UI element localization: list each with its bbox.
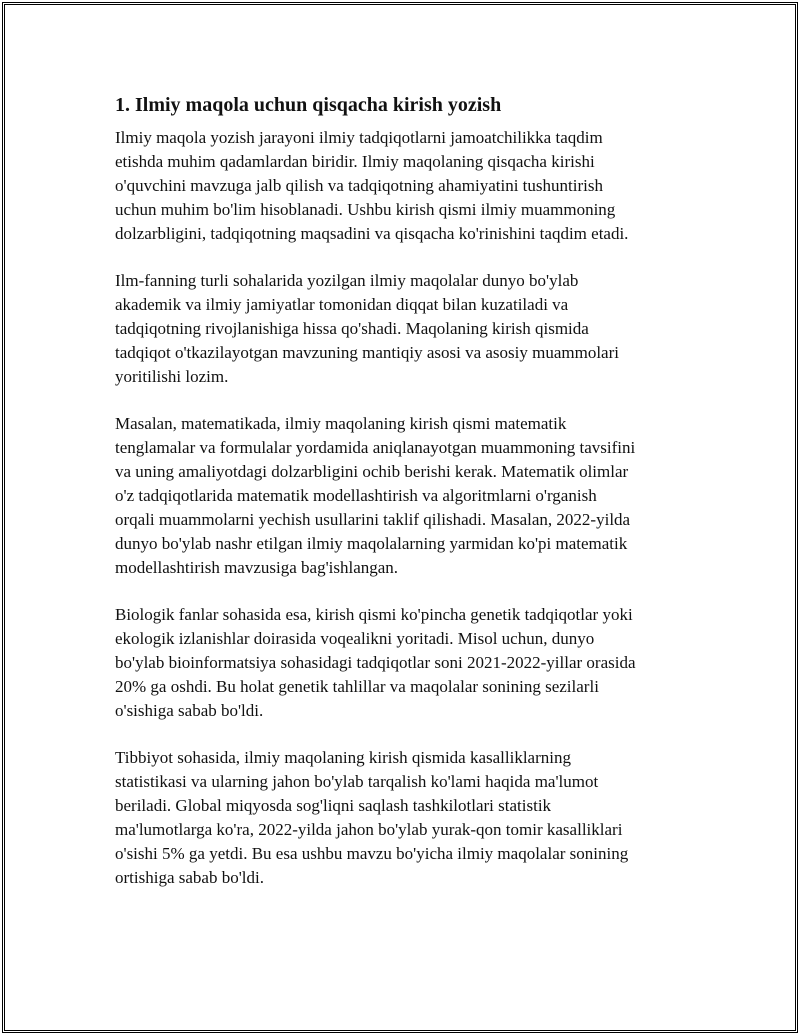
paragraph-line: o'sishi 5% ga yetdi. Bu esa ushbu mavzu bo'yicha ilmiy maqolalar sonining [115,844,629,863]
document-body [115,92,687,913]
paragraph-1 [115,126,687,246]
paragraphs-container [115,126,687,890]
section-heading: 1. Ilmiy maqola uchun qisqacha kirish yozish [115,94,502,116]
paragraph-line: modellashtirish mavzusiga bag'ishlangan. [115,558,399,577]
paragraph-line: tenglamalar va formulalar yordamida aniqlanayotgan muammoning tavsifini [115,438,636,457]
paragraph-line: etishda muhim qadamlardan biridir. Ilmiy maqolaning qisqacha kirishi [115,152,595,171]
paragraph-line: statistikasi va ularning jahon bo'ylab tarqalish ko'lami haqida ma'lumot [115,772,599,791]
paragraph-line: uchun muhim bo'lim hisoblanadi. Ushbu kirish qismi ilmiy muammoning [115,200,616,219]
paragraph-2 [115,269,687,389]
paragraph-line: beriladi. Global miqyosda sog'liqni saqlash tashkilotlari statistik [115,796,552,815]
paragraph-line: o'z tadqiqotlarida matematik modellashtirish va algoritmlarni o'rganish [115,486,597,505]
paragraph-line: ekologik izlanishlar doirasida voqealikni yoritadi. Misol uchun, dunyo [115,629,595,648]
paragraph-line: o'sishiga sabab bo'ldi. [115,701,264,720]
paragraph-line: tadqiqot o'tkazilayotgan mavzuning mantiqiy asosi va asosiy muammolari [115,343,619,362]
paragraph-line: bo'ylab bioinformatsiya sohasidagi tadqiqotlar soni 2021-2022-yillar orasida [115,653,636,672]
paragraph-3 [115,412,687,580]
paragraph-line: ortishiga sabab bo'ldi. [115,868,264,887]
paragraph-line: ma'lumotlarga ko'ra, 2022-yilda jahon bo'ylab yurak-qon tomir kasalliklari [115,820,623,839]
paragraph-line: dolzarbligini, tadqiqotning maqsadini va qisqacha ko'rinishini taqdim etadi. [115,224,629,243]
paragraph-line: orqali muammolarni yechish usullarini taklif qilishadi. Masalan, 2022-yilda [115,510,631,529]
paragraph-line: akademik va ilmiy jamiyatlar tomonidan diqqat bilan kuzatiladi va [115,295,569,314]
paragraph-line: dunyo bo'ylab nashr etilgan ilmiy maqolalarning yarmidan ko'pi matematik [115,534,628,553]
paragraph-line: o'quvchini mavzuga jalb qilish va tadqiqotning ahamiyatini tushuntirish [115,176,603,195]
paragraph-line: Tibbiyot sohasida, ilmiy maqolaning kirish qismida kasalliklarning [115,748,571,767]
paragraph-line: Ilm-fanning turli sohalarida yozilgan ilmiy maqolalar dunyo bo'ylab [115,271,579,290]
paragraph-4 [115,603,687,723]
paragraph-5 [115,746,687,890]
paragraph-line: Ilmiy maqola yozish jarayoni ilmiy tadqiqotlarni jamoatchilikka taqdim [115,128,603,147]
paragraph-line: Biologik fanlar sohasida esa, kirish qismi ko'pincha genetik tadqiqotlar yoki [115,605,633,624]
paragraph-line: va uning amaliyotdagi dolzarbligini ochib berishi kerak. Matematik olimlar [115,462,629,481]
paragraph-line: 20% ga oshdi. Bu holat genetik tahlillar va maqolalar sonining sezilarli [115,677,599,696]
paragraph-line: Masalan, matematikada, ilmiy maqolaning kirish qismi matematik [115,414,567,433]
paragraph-line: tadqiqotning rivojlanishiga hissa qo'shadi. Maqolaning kirish qismida [115,319,589,338]
paragraph-line: yoritilishi lozim. [115,367,229,386]
